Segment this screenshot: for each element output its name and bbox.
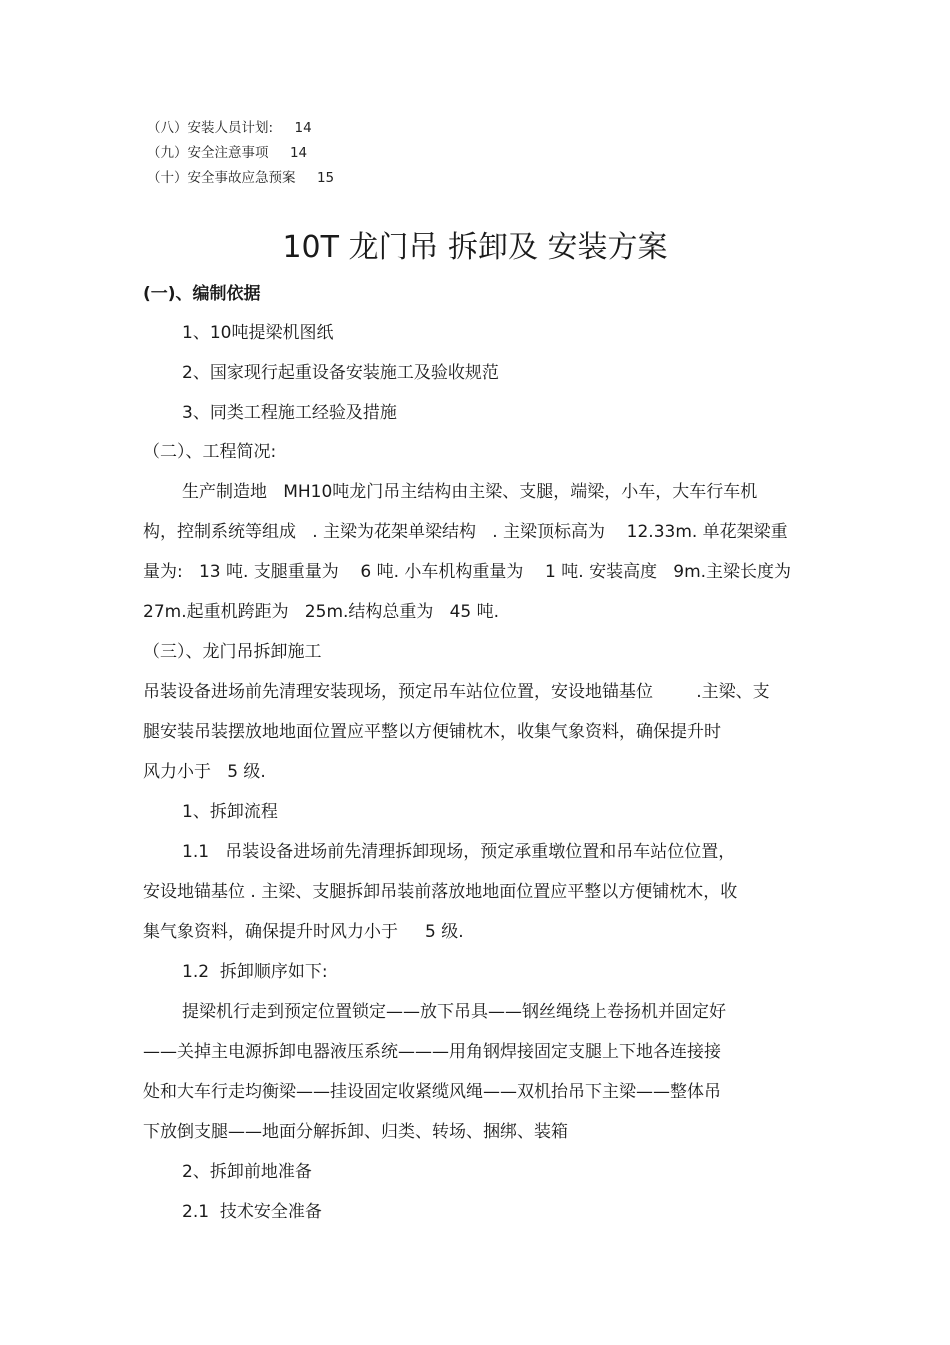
intro-paragraph-line: 吊装设备进场前先清理安装现场，预定吊车站位位置，安设地锚基位 .主梁、支 <box>143 682 770 702</box>
prep-2-1-heading: 2.1 技术安全准备 <box>182 1202 322 1222</box>
flow-1-2-heading: 1.2 拆卸顺序如下: <box>182 962 328 982</box>
document-title: 10T 龙门吊 拆卸及 安装方案 <box>282 230 668 265</box>
sequence-line: 下放倒支腿——地面分解拆卸、归类、转场、捆绑、装箱 <box>143 1122 568 1142</box>
overview-paragraph-line: 生产制造地 MH10吨龙门吊主结构由主梁、支腿，端梁，小车，大车行车机 <box>182 482 758 502</box>
section-heading-dismantling: （三）、龙门吊拆卸施工 <box>143 642 322 662</box>
section-heading-basis: (一)、编制依据 <box>143 284 261 304</box>
flow-1-1-line: 1.1 吊装设备进场前先清理拆卸现场，预定承重墩位置和吊车站位位置， <box>182 842 736 862</box>
sequence-line: 提梁机行走到预定位置锁定——放下吊具——钢丝绳绕上卷扬机并固定好 <box>182 1002 726 1022</box>
sequence-line: 处和大车行走均衡梁——挂设固定收紧缆风绳——双机抬吊下主梁——整体吊 <box>143 1082 721 1102</box>
overview-paragraph-line: 量为: 13 吨. 支腿重量为 6 吨. 小车机构重量为 1 吨. 安装高度 9m.主梁长度为 <box>143 562 792 582</box>
flow-1-1-line: 集气象资料，确保提升时风力小于 5 级. <box>143 922 464 942</box>
sequence-line: ——关掉主电源拆卸电器液压系统———用角钢焊接固定支腿上下地各连接接 <box>143 1042 721 1062</box>
overview-paragraph-line: 27m.起重机跨距为 25m.结构总重为 45 吨. <box>143 602 500 622</box>
basis-item-2: 2、国家现行起重设备安装施工及验收规范 <box>182 363 499 383</box>
intro-paragraph-line: 风力小于 5 级. <box>143 762 266 782</box>
basis-item-1: 1、10吨提梁机图纸 <box>182 323 334 343</box>
subsection-heading-flow: 1、拆卸流程 <box>182 802 278 822</box>
toc-entry-9[interactable]: （九）安全注意事项 14 <box>147 145 308 161</box>
basis-item-3: 3、同类工程施工经验及措施 <box>182 403 397 423</box>
overview-paragraph-line: 构，控制系统等组成 . 主梁为花架单梁结构 . 主梁顶标高为 12.33m. 单花架梁重 <box>143 522 788 542</box>
toc-entry-10[interactable]: （十）安全事故应急预案 15 <box>147 170 335 186</box>
subsection-heading-preparation: 2、拆卸前地准备 <box>182 1162 312 1182</box>
flow-1-1-line: 安设地锚基位 . 主梁、支腿拆卸吊装前落放地地面位置应平整以方便铺枕木，收 <box>143 882 738 902</box>
toc-entry-8[interactable]: （八）安装人员计划: 14 <box>147 120 312 136</box>
section-heading-overview: （二）、工程简况: <box>143 442 277 462</box>
intro-paragraph-line: 腿安装吊装摆放地地面位置应平整以方便铺枕木，收集气象资料，确保提升时 <box>143 722 721 742</box>
